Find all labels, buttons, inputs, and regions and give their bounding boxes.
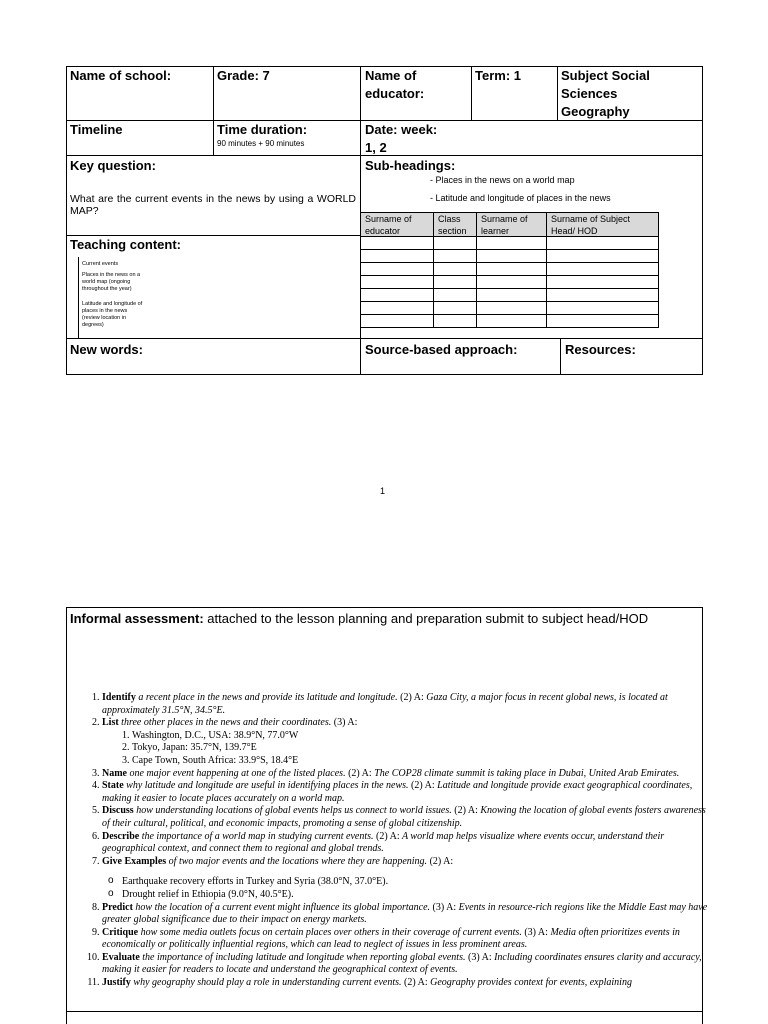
grade-label: Grade: 7 — [217, 68, 270, 83]
subject-line1: Subject Social — [561, 68, 650, 83]
example-item: o Earthquake recovery efforts in Turkey and Syria (38.0°N, 37.0°E). — [122, 876, 714, 889]
question-item: 2. List three other places in the news and their coordinates. (3) A: 1. Washington, D.C., USA: 38.9°N, 77.0°W 2. Tokyo, Japan: 35.7°N, 139.7°E 3. Cape Town, South Africa: 33.9°S, 18.4°E — [102, 717, 714, 767]
places-sublist — [102, 730, 714, 768]
question-item: 7. Give Examples of two major events and the locations where they are happening. (2) A: o Earthquake recovery efforts in Turkey and Syria (38.0°N, 37.0°E). o Drought relief in Ethiopia (9.0°N, 40.5°E). — [102, 856, 714, 902]
thumb-title: Current events — [82, 261, 119, 267]
thumb-item-1: Places in the news on a world map (ongoing throughout the year) — [82, 272, 141, 292]
place-item: 1. Washington, D.C., USA: 38.9°N, 77.0°W — [132, 730, 714, 743]
subject-line3: Geography — [561, 104, 630, 119]
question-item: 5. Discuss how understanding locations of global events helps us connect to world issues. (2) A: Knowing the location of global events fosters awareness of their cultural, political, and economic impacts, promoting a sense of global citizenship. — [102, 805, 714, 830]
question-item: 4. State why latitude and longitude are useful in identifying places in the news. (2) A: Latitude and longitude provide exact geographical coordinates, making it easier to locate places accurately on a world map. — [102, 780, 714, 805]
key-question-text: What are the current events in the news by using a WORLD MAP? — [70, 193, 356, 217]
educator-label-line1: Name of — [365, 68, 417, 83]
examples-sublist — [102, 876, 714, 901]
subheading-1: - Places in the news on a world map — [430, 175, 575, 185]
teaching-content-label: Teaching content: — [70, 237, 181, 252]
source-approach-label: Source-based approach: — [365, 342, 518, 357]
term-label: Term: 1 — [475, 68, 521, 83]
place-item: 2. Tokyo, Japan: 35.7°N, 139.7°E — [132, 742, 714, 755]
example-item: o Drought relief in Ethiopia (9.0°N, 40.5°E). — [122, 889, 714, 902]
subheading-2: - Latitude and longitude of places in the news — [430, 193, 611, 203]
school-label: Name of school: — [70, 68, 172, 83]
question-item: 3. Name one major event happening at one of the listed places. (2) A: The COP28 climate summit is taking place in Dubai, United Arab Emirates. — [102, 768, 714, 781]
subheadings-label: Sub-headings: — [365, 158, 456, 173]
question-item: 9. Critique how some media outlets focus on certain places over others in their coverage of current events. (3) A: Media often prioritizes events in economically or politically influential regions, which can lead to neglect of issues in less prominent areas. — [102, 927, 714, 952]
header-learner-surname: Surname of learner — [481, 214, 528, 236]
duration-value: 90 minutes + 90 minutes — [217, 139, 305, 148]
header-hod-surname: Surname of Subject Head/ HOD — [551, 214, 631, 236]
key-question-label: Key question: — [70, 158, 156, 173]
header-class-section: Class section — [438, 214, 467, 236]
duration-label: Time duration: — [217, 122, 308, 137]
question-item: 1. Identify a recent place in the news and provide its latitude and longitude. (2) A: Gaza City, a major focus in recent global news, is located at approximately 31.5°N, 34.5°E. — [102, 692, 714, 717]
assessment-label: Informal assessment: — [70, 611, 204, 626]
question-item: 8. Predict how the location of a current event might influence its global importance. (3) A: Events in resource-rich regions like the Middle East may have greater global significance due to their impact on energy markets. — [102, 902, 714, 927]
question-item: 10. Evaluate the importance of including latitude and longitude when reporting global events. (3) A: Including coordinates ensures clarity and accuracy, making it easier for readers to locate and understand the geographical context of events. — [102, 952, 714, 977]
header-educator-surname: Surname of educator — [365, 214, 412, 236]
date-label-line1: Date: week: — [365, 122, 438, 137]
thumb-item-2: Latitude and longitude of places in the news (review location in degrees) — [82, 301, 143, 328]
question-item: 11. Justify why geography should play a role in understanding current events. (2) A: Geography provides context for events, explaining — [102, 977, 714, 990]
educator-label-line2: educator: — [365, 86, 425, 101]
question-item: 6. Describe the importance of a world map in studying current events. (2) A: A world map helps visualize where events occur, understand their geographical context, and connect them to regional and global trends. — [102, 831, 714, 856]
date-label-line2: 1, 2 — [365, 140, 387, 155]
resources-label: Resources: — [565, 342, 636, 357]
assessment-heading — [70, 610, 648, 628]
assessment-question-list — [84, 692, 714, 990]
timeline-label: Timeline — [70, 122, 123, 137]
new-words-label: New words: — [70, 342, 143, 357]
place-item: 3. Cape Town, South Africa: 33.9°S, 18.4°E — [132, 755, 714, 768]
subject-line2: Sciences — [561, 86, 618, 101]
page-number: 1 — [380, 486, 386, 496]
assessment-text: attached to the lesson planning and preparation submit to subject head/HOD — [203, 611, 649, 626]
